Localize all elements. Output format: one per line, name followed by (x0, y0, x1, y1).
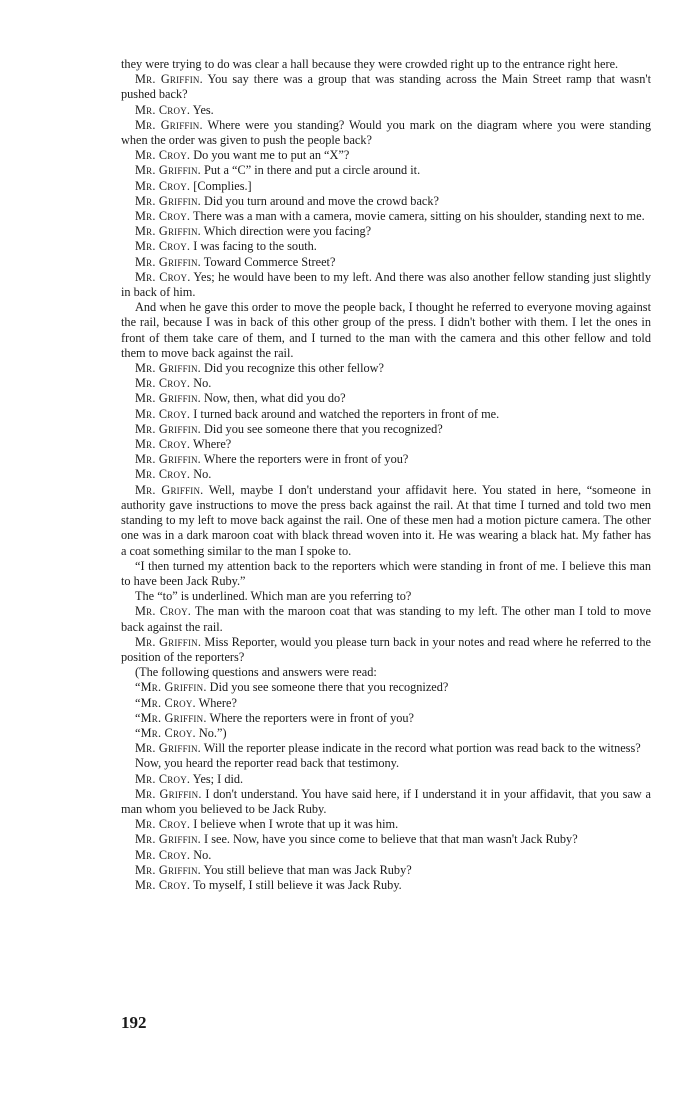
speaker-name: Mr. Croy. (135, 847, 191, 862)
speaker-name: Mr. Griffin. (135, 72, 203, 87)
testimony-paragraph (121, 878, 651, 893)
testimony-paragraph (121, 391, 651, 406)
paragraph-text: I see. Now, have you since come to believe that that man wasn't Jack Ruby? (200, 832, 578, 847)
speaker-name: Mr. Griffin. (135, 361, 201, 376)
paragraph-text: Put a “C” in there and put a circle around it. (200, 163, 421, 178)
paragraph-text: Where? (190, 437, 232, 452)
paragraph-text: Did you see someone there that you recognized? (200, 421, 443, 436)
speaker-name: Mr. Griffin. (135, 193, 201, 208)
paragraph-text: I was facing to the south. (190, 239, 317, 254)
speaker-name: “Mr. Croy. (135, 695, 196, 710)
document-body (121, 57, 651, 893)
speaker-name: Mr. Griffin. (135, 482, 204, 497)
paragraph-text: I turned back around and watched the reporters in front of me. (190, 406, 500, 421)
testimony-paragraph (121, 452, 651, 467)
testimony-paragraph (121, 696, 651, 711)
speaker-name: Mr. Croy. (135, 239, 191, 254)
paragraph-text: Yes. (190, 102, 214, 117)
paragraph-text: Toward Commerce Street? (200, 254, 336, 269)
speaker-name: Mr. Croy. (135, 817, 191, 832)
speaker-name: Mr. Griffin. (135, 117, 203, 132)
paragraph-text: Yes; I did. (190, 771, 244, 786)
paragraph-text: To myself, I still believe it was Jack Ruby. (190, 877, 402, 892)
speaker-name: Mr. Griffin. (135, 254, 201, 269)
speaker-name: Mr. Croy. (135, 877, 191, 892)
speaker-name: “Mr. Griffin. (135, 710, 207, 725)
speaker-name: Mr. Griffin. (135, 452, 201, 467)
speaker-name: Mr. Croy. (135, 437, 191, 452)
testimony-paragraph (121, 179, 651, 194)
testimony-paragraph (121, 772, 651, 787)
speaker-name: Mr. Croy. (135, 604, 192, 619)
testimony-paragraph (121, 741, 651, 756)
speaker-name: Mr. Griffin. (135, 862, 201, 877)
speaker-name: Mr. Croy. (135, 376, 191, 391)
testimony-paragraph (121, 103, 651, 118)
speaker-name: Mr. Griffin. (135, 741, 201, 756)
paragraph-text: Do you want me to put an “X”? (190, 148, 350, 163)
speaker-name: Mr. Griffin. (135, 786, 202, 801)
speaker-name: Mr. Croy. (135, 269, 191, 284)
speaker-name: Mr. Croy. (135, 148, 191, 163)
testimony-paragraph (121, 57, 651, 72)
testimony-paragraph (121, 559, 651, 589)
paragraph-text: And when he gave this order to move the people back, I thought he referred to everyone moving against the rail, because I was in back of this other group of the press. I didn't bother with them. I let the ones in front of them take care of them, and I turned to the man with the camera and this other fellow and told them to move back against the rail. (121, 300, 651, 360)
testimony-paragraph (121, 194, 651, 209)
paragraph-text: Well, maybe I don't understand your affidavit here. You stated in here, “someone in authority gave instructions to move the press back against the rail. At that time I turned and told two men standing to my left to move back against the rail. One of these men had a motion picture camera. The other one was in a dark maroon coat with black thread woven into it. He was wearing a black hat. My father has a coat something similar to the man I spoke to. (121, 482, 651, 558)
paragraph-text: Miss Reporter, would you please turn back in your notes and read where he referred to the position of the reporters? (121, 634, 651, 664)
paragraph-text: “I then turned my attention back to the reporters which were standing in front of me. I believe this man to have been Jack Ruby.” (121, 558, 651, 588)
paragraph-text: Where? (195, 695, 237, 710)
testimony-paragraph (121, 255, 651, 270)
page-number: 192 (121, 1013, 147, 1032)
speaker-name: “Mr. Croy. (135, 725, 196, 740)
paragraph-text: I don't understand. You have said here, if I understand it in your affidavit, that you saw a man whom you believed to be Jack Ruby. (121, 786, 651, 816)
paragraph-text: Now, you heard the reporter read back that testimony. (135, 756, 400, 771)
testimony-paragraph (121, 635, 651, 665)
paragraph-text: Where the reporters were in front of you? (200, 452, 409, 467)
paragraph-text: No. (190, 847, 212, 862)
paragraph-text: No. (190, 376, 212, 391)
paragraph-text: Did you recognize this other fellow? (200, 361, 384, 376)
testimony-paragraph (121, 376, 651, 391)
speaker-name: Mr. Croy. (135, 102, 191, 117)
paragraph-text: The man with the maroon coat that was standing to my left. The other man I told to move back against the rail. (121, 604, 651, 634)
testimony-paragraph (121, 680, 651, 695)
paragraph-text: (The following questions and answers were read: (135, 665, 377, 680)
paragraph-text: You still believe that man was Jack Ruby? (200, 862, 412, 877)
testimony-paragraph (121, 832, 651, 847)
testimony-paragraph (121, 848, 651, 863)
paragraph-text: No. (190, 467, 212, 482)
testimony-paragraph (121, 239, 651, 254)
paragraph-text: Where the reporters were in front of you? (206, 710, 414, 725)
paragraph-text: No.”) (195, 725, 227, 740)
testimony-paragraph (121, 361, 651, 376)
testimony-paragraph (121, 163, 651, 178)
speaker-name: Mr. Griffin. (135, 634, 202, 649)
speaker-name: “Mr. Griffin. (135, 680, 207, 695)
paragraph-text: Did you see someone there that you recognized? (206, 680, 449, 695)
testimony-paragraph (121, 756, 651, 771)
paragraph-text: Now, then, what did you do? (200, 391, 346, 406)
testimony-paragraph (121, 422, 651, 437)
testimony-paragraph (121, 726, 651, 741)
testimony-paragraph (121, 437, 651, 452)
paragraph-text: [Complies.] (190, 178, 252, 193)
testimony-paragraph (121, 817, 651, 832)
testimony-paragraph (121, 209, 651, 224)
paragraph-text: I believe when I wrote that up it was him. (190, 817, 399, 832)
paragraph-text: Which direction were you facing? (200, 224, 372, 239)
speaker-name: Mr. Croy. (135, 467, 191, 482)
testimony-paragraph (121, 604, 651, 634)
paragraph-text: There was a man with a camera, movie camera, sitting on his shoulder, standing next to me. (190, 209, 645, 224)
paragraph-text: Where were you standing? Would you mark on the diagram where you were standing when the order was given to push the people back? (121, 117, 651, 148)
paragraph-text: Will the reporter please indicate in the record what portion was read back to the witness? (200, 741, 641, 756)
speaker-name: Mr. Griffin. (135, 832, 201, 847)
testimony-paragraph (121, 665, 651, 680)
testimony-paragraph (121, 300, 651, 361)
testimony-paragraph (121, 589, 651, 604)
testimony-paragraph (121, 407, 651, 422)
paragraph-text: Did you turn around and move the crowd back? (200, 193, 439, 208)
testimony-paragraph (121, 270, 651, 300)
speaker-name: Mr. Croy. (135, 771, 191, 786)
testimony-paragraph (121, 148, 651, 163)
testimony-paragraph (121, 711, 651, 726)
speaker-name: Mr. Griffin. (135, 224, 201, 239)
speaker-name: Mr. Griffin. (135, 391, 201, 406)
paragraph-text: You say there was a group that was standing across the Main Street ramp that wasn't pushed back? (121, 72, 651, 102)
testimony-paragraph (121, 467, 651, 482)
paragraph-text: they were trying to do was clear a hall because they were crowded right up to the entrance right here. (121, 57, 619, 71)
testimony-paragraph (121, 118, 651, 148)
speaker-name: Mr. Croy. (135, 178, 191, 193)
paragraph-text: Yes; he would have been to my left. And there was also another fellow standing just slightly in back of him. (121, 269, 651, 300)
speaker-name: Mr. Croy. (135, 209, 191, 224)
testimony-paragraph (121, 863, 651, 878)
testimony-paragraph (121, 72, 651, 102)
testimony-paragraph (121, 483, 651, 559)
paragraph-text: The “to” is underlined. Which man are you referring to? (135, 589, 412, 604)
speaker-name: Mr. Griffin. (135, 163, 201, 178)
testimony-paragraph (121, 787, 651, 817)
speaker-name: Mr. Croy. (135, 406, 191, 421)
speaker-name: Mr. Griffin. (135, 421, 201, 436)
testimony-paragraph (121, 224, 651, 239)
